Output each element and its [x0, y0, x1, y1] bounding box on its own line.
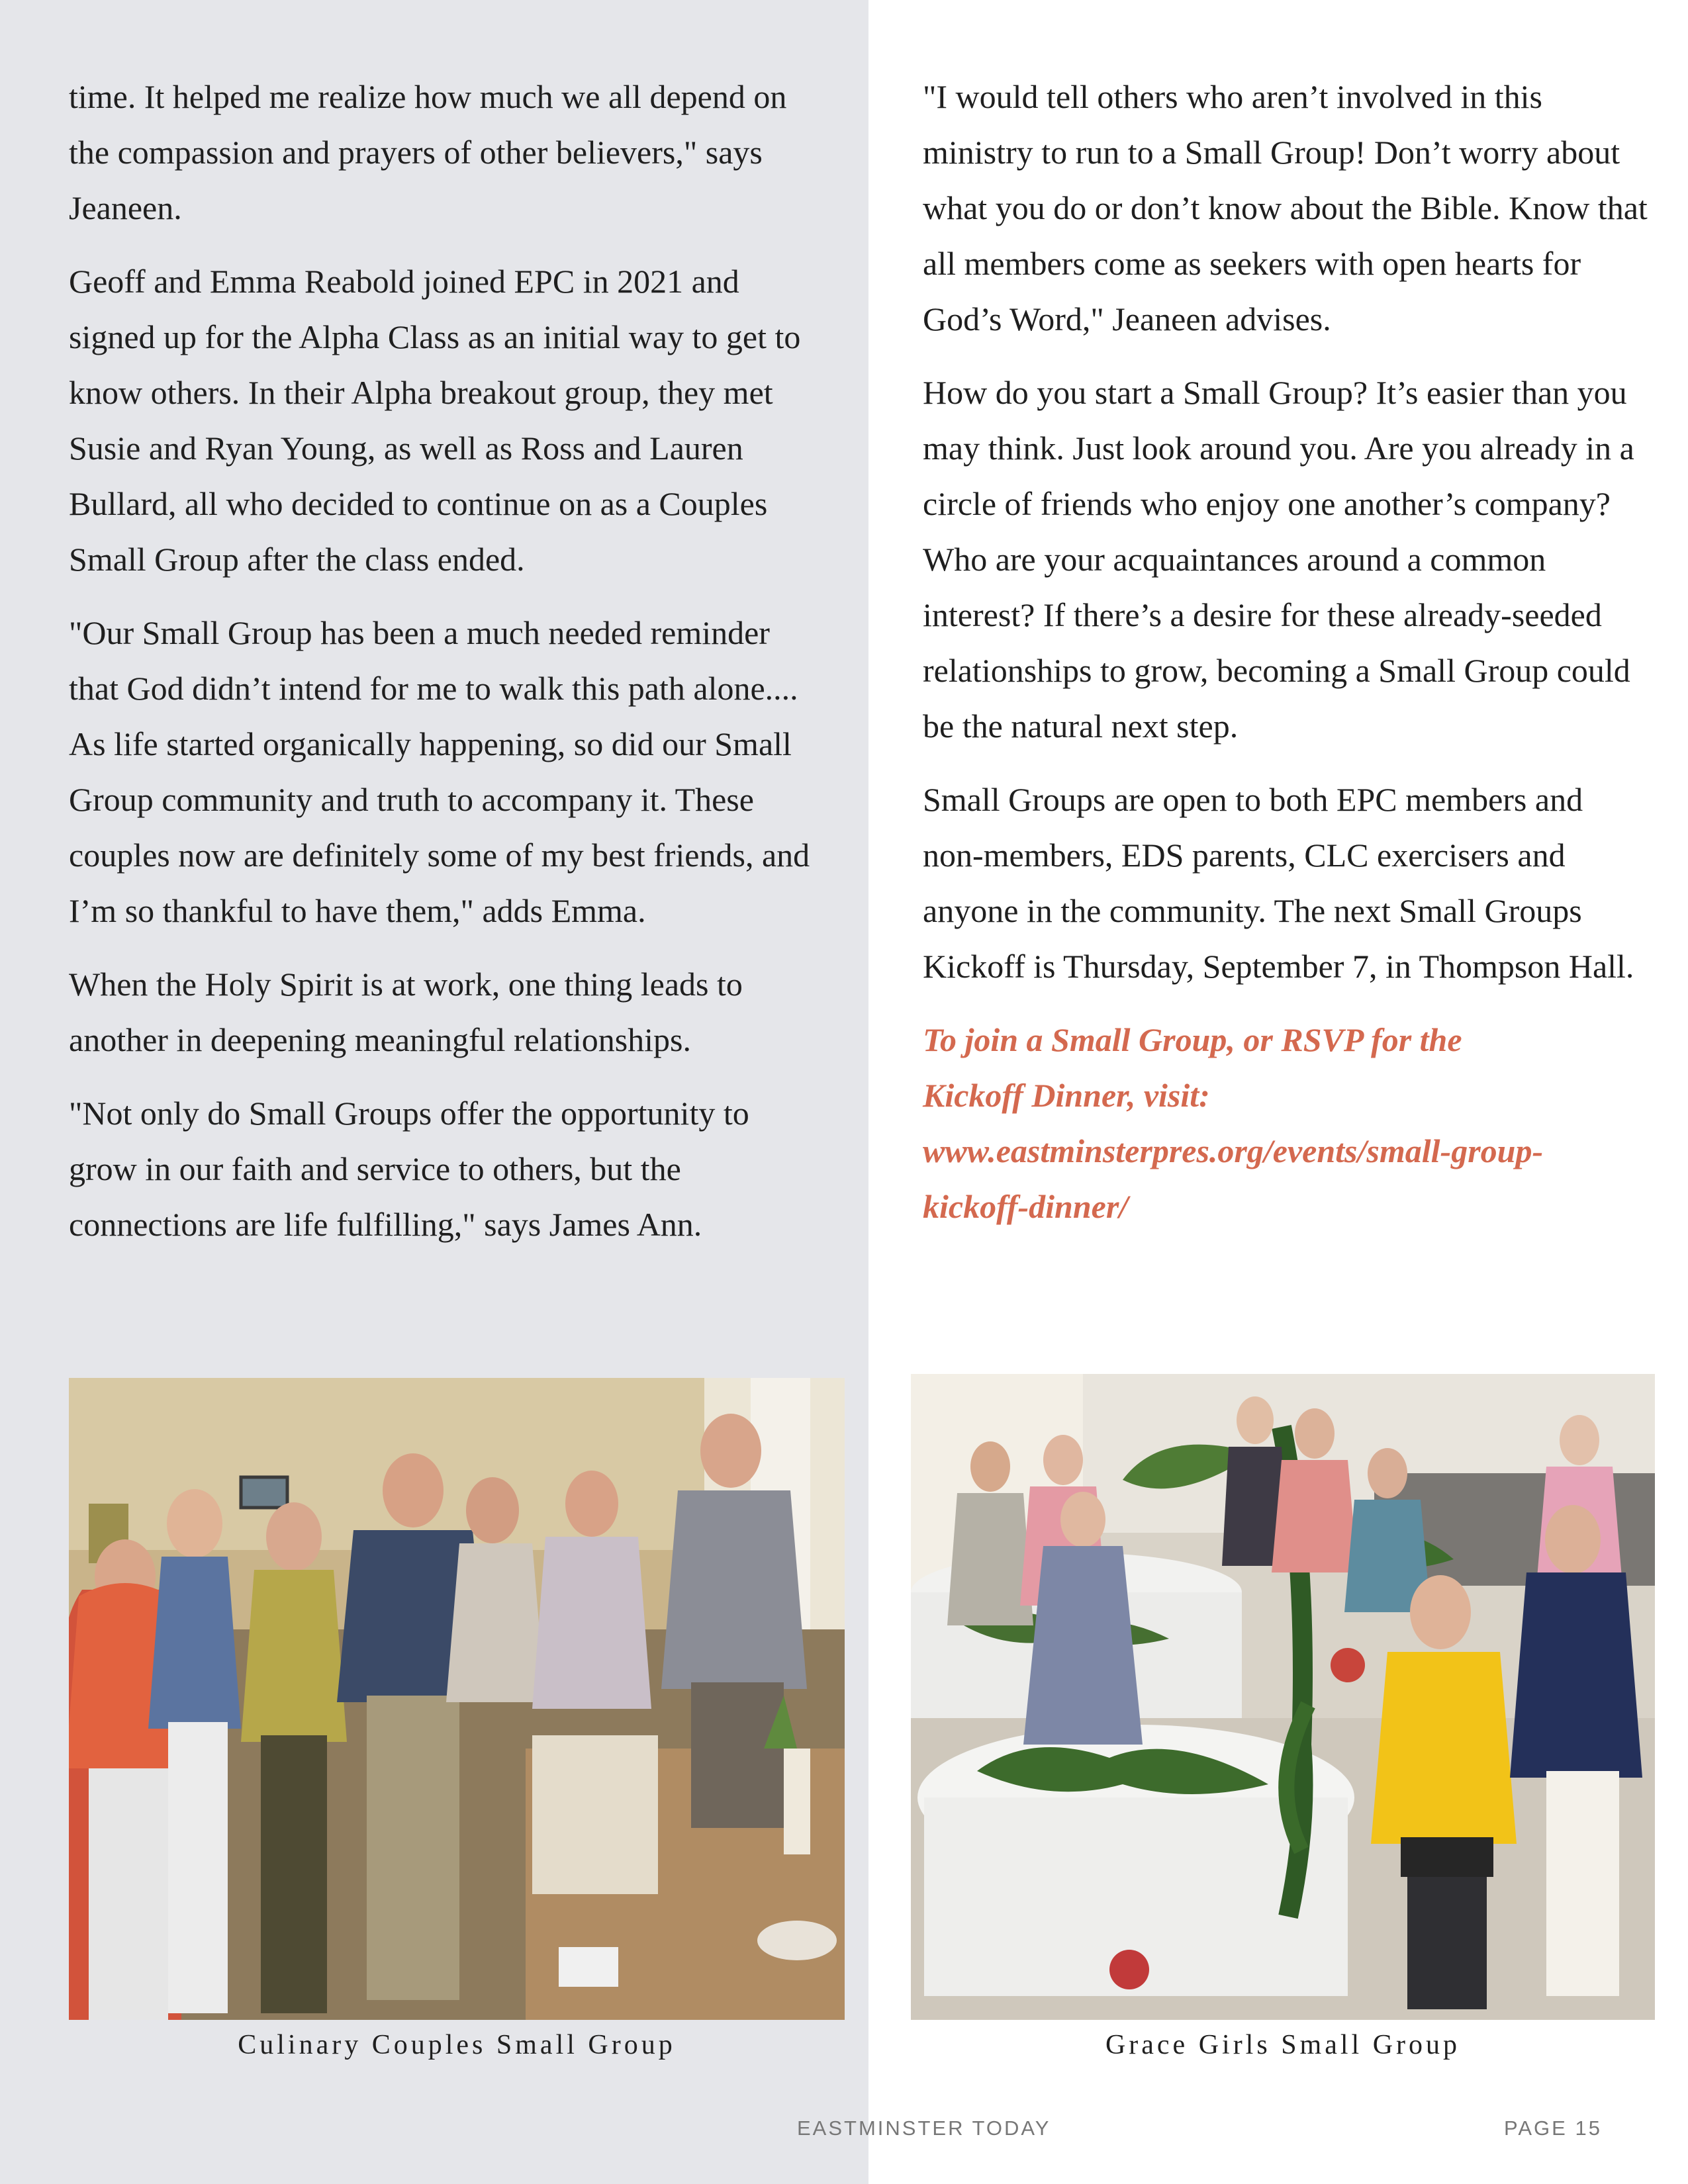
left-photo-caption: Culinary Couples Small Group — [238, 2030, 676, 2060]
paragraph: Geoff and Emma Reabold joined EPC in 2021 and signed up for the Alpha Class as an initial way to get to know others. In their Alpha breakout group, they met Susie and Ryan Young, as well as Ross and Lauren Bullard, all who decided to continue on as a Couples Small Group after the class ended. — [69, 263, 801, 578]
left-text-column — [69, 69, 817, 1270]
cta-line: To join a Small Group, or RSVP for the — [923, 1021, 1462, 1058]
cta-line: kickoff-dinner/ — [923, 1188, 1129, 1225]
paragraph: When the Holy Spirit is at work, one thing leads to another in deepening meaningful relationships. — [69, 966, 743, 1058]
grace-girls-photo — [911, 1374, 1655, 2020]
paragraph: "Not only do Small Groups offer the opportunity to grow in our faith and service to others, but the connections are life fulfilling," says James Ann. — [69, 1095, 749, 1243]
right-text-column — [923, 69, 1651, 1234]
paragraph: Small Groups are open to both EPC members and non-members, EDS parents, CLC exercisers and anyone in the community. The next Small Groups Kickoff is Thursday, September 7, in Thompson Hall. — [923, 781, 1634, 985]
paragraph: How do you start a Small Group? It’s easier than you may think. Just look around you. Are you already in a circle of friends who enjoy one another’s company? Who are your acquaintances around a common interest? If there’s a desire for these already-seeded relationships to grow, becoming a Small Group could be the natural next step. — [923, 374, 1634, 745]
cta-line: www.eastminsterpres.org/events/small-group- — [923, 1132, 1544, 1169]
culinary-couples-photo — [69, 1378, 845, 2020]
paragraph: "I would tell others who aren’t involved in this ministry to run to a Small Group! Don’t worry about what you do or don’t know about the Bible. Know that all members come as seekers with open hearts for God’s Word," Jeaneen advises. — [923, 78, 1648, 338]
culinary-couples-illustration — [69, 1378, 845, 2020]
paragraph: time. It helped me realize how much we all depend on the compassion and prayers of other believers," says Jeaneen. — [69, 78, 787, 226]
grace-girls-illustration — [911, 1374, 1655, 2020]
cta-line: Kickoff Dinner, visit: — [923, 1077, 1210, 1114]
paragraph: "Our Small Group has been a much needed reminder that God didn’t intend for me to walk this path alone.... As life started organically happening, so did our Small Group community and truth to accompany it. These couples now are definitely some of my best friends, and I’m so thankful to have them," adds Emma. — [69, 614, 810, 929]
footer-publication-title: EASTMINSTER TODAY — [797, 2116, 1051, 2140]
signup-link[interactable] — [923, 1012, 1651, 1234]
right-photo-caption: Grace Girls Small Group — [1105, 2030, 1461, 2060]
footer-page-number: PAGE 15 — [1504, 2116, 1602, 2140]
